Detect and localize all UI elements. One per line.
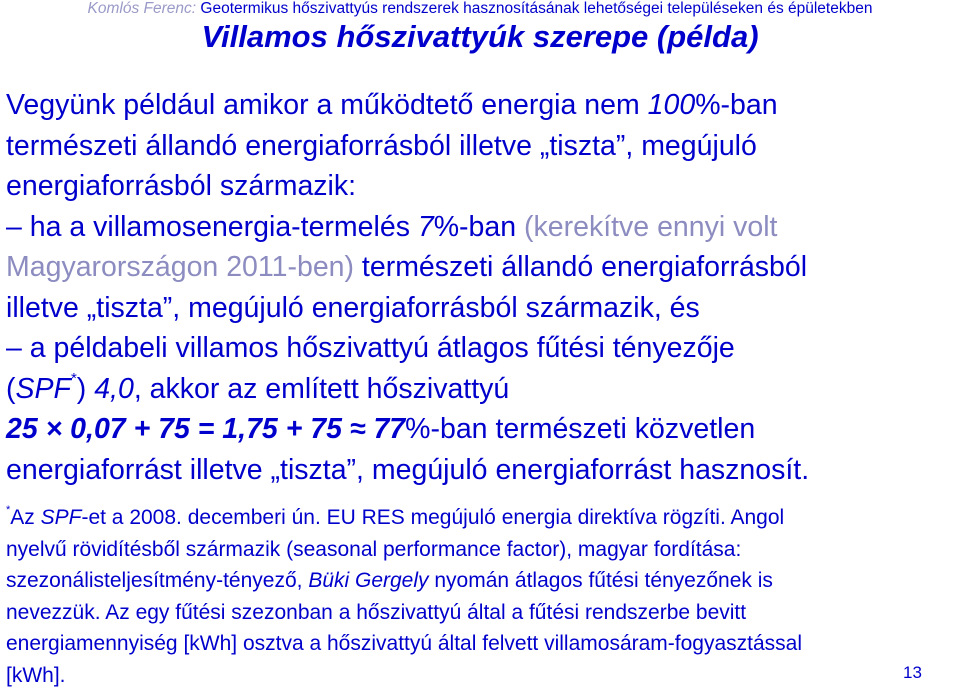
header-author: Komlós Ferenc: (87, 0, 197, 17)
slide-title: Villamos hőszivattyúk szerepe (példa) (201, 19, 759, 54)
formula: 25 × 0,07 + 75 = 1,75 + 75 ≈ 77 (6, 413, 406, 445)
footnote-line-1 (6, 502, 956, 534)
text-run: szezonálisteljesítmény-tényező, (6, 569, 309, 592)
author-name: Büki Gergely (308, 569, 429, 592)
text-line-2: természeti állandó energiaforrásból illetve „tiszta”, megújuló (6, 129, 757, 162)
header-title: Geotermikus hőszivattyús rendszerek hasznosításának lehetőségei településeken és épületekben (200, 0, 873, 17)
text-line-10: energiaforrást illetve „tiszta”, megújuló energiaforrást hasznosít. (6, 453, 810, 486)
spf-value: 4,0 (94, 372, 134, 405)
text-run: %-ban (695, 89, 778, 121)
footnote-marker: * (70, 369, 77, 387)
footnote-line-4: nevezzük. Az egy fűtési szezonban a hőszivattyú által a fűtési rendszerbe bevitt (6, 600, 747, 624)
text-run: ) (76, 372, 95, 405)
main-text (6, 85, 956, 490)
footnote-line-5: energiamennyiség [kWh] osztva a hőszivattyú által felvett villamosáram-fogyasztással (6, 632, 803, 655)
text-line-7: – a példabeli villamos hőszivattyú átlagos fűtési tényezője (6, 332, 735, 364)
note-text: Magyarországon 2011-ben) (6, 251, 355, 283)
text-line-6: illetve „tiszta”, megújuló energiaforrásból származik, és (6, 291, 700, 324)
text-line-4 (6, 207, 956, 248)
page-number: 13 (903, 663, 922, 682)
text-run: Vegyünk például amikor a működtető energia nem (6, 89, 648, 121)
percent-value: 7 (417, 210, 434, 243)
text-line-9 (6, 409, 956, 450)
text-run: természeti állandó energiaforrásból (354, 251, 808, 283)
footnote (6, 502, 956, 691)
text-line-3: energiaforrásból származik: (6, 170, 357, 202)
text-line-1 (6, 85, 956, 126)
text-line-5 (6, 247, 956, 288)
text-run: nyomán átlagos fűtési tényezőnek is (428, 569, 773, 592)
footnote-line-3 (6, 565, 956, 597)
text-run: ( (6, 372, 16, 405)
text-run: %-ban természeti közvetlen (405, 413, 756, 445)
footnote-line-6: [kWh]. (6, 663, 66, 687)
note-text: (kerekítve ennyi volt (524, 210, 778, 243)
spf-abbreviation: SPF (15, 372, 71, 405)
text-run: – ha a villamosenergia-termelés (6, 210, 418, 243)
running-header (0, 0, 960, 18)
spf-abbreviation: SPF (40, 506, 82, 529)
percent-value: 100 (647, 89, 696, 121)
text-run: -et a 2008. decemberi ún. EU RES megújuló energia direktíva rögzíti. Angol (81, 506, 785, 529)
footnote-marker: * (6, 504, 11, 516)
footnote-line-2: nyelvű rövidítésből származik (seasonal performance factor), magyar fordítása: (6, 537, 742, 561)
text-run: , akkor az említett hőszivattyú (133, 372, 510, 405)
text-line-8 (6, 369, 956, 410)
text-run: Az (10, 506, 41, 529)
text-run: %-ban (433, 210, 525, 243)
